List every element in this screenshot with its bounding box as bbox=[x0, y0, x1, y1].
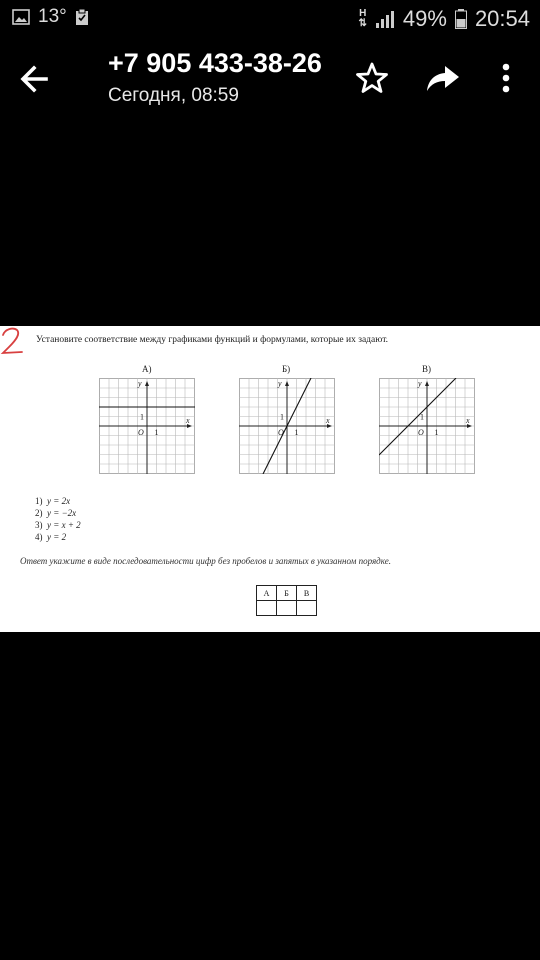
gallery-notification-icon bbox=[12, 9, 30, 25]
handwritten-number-2 bbox=[0, 326, 30, 358]
origin-label: O bbox=[278, 428, 284, 437]
x-tick-label: 1 bbox=[154, 428, 159, 437]
y-tick-label: 1 bbox=[420, 412, 424, 422]
favorite-button[interactable] bbox=[352, 58, 392, 98]
x-axis-label: x bbox=[466, 416, 470, 425]
x-tick-label: 1 bbox=[434, 428, 439, 437]
y-tick-label: 1 bbox=[140, 412, 144, 422]
status-left bbox=[12, 6, 89, 28]
back-button[interactable] bbox=[14, 60, 58, 98]
network-type-indicator bbox=[359, 9, 367, 29]
answer-header-a: А bbox=[257, 586, 277, 601]
attached-image[interactable] bbox=[0, 326, 540, 632]
graph-a-label: А) bbox=[142, 364, 152, 374]
formula-item: 3) y = x + 2 bbox=[35, 520, 81, 530]
more-options-button[interactable] bbox=[488, 58, 524, 98]
app-bar bbox=[0, 38, 540, 118]
formula-list bbox=[35, 495, 81, 543]
overflow-menu-icon bbox=[488, 58, 524, 98]
message-date-subtitle: Сегодня, 08:59 bbox=[108, 85, 239, 106]
graph-b bbox=[239, 378, 335, 474]
y-axis-label: y bbox=[138, 379, 142, 388]
signal-icon bbox=[375, 10, 395, 28]
answer-header-b: Б bbox=[277, 586, 297, 601]
y-tick-label: 1 bbox=[280, 412, 284, 422]
clipboard-notification-icon bbox=[75, 8, 89, 26]
star-icon bbox=[352, 58, 392, 98]
formula-item: 4) y = 2 bbox=[35, 532, 67, 542]
clock: 20:54 bbox=[474, 6, 530, 31]
question-text: Установите соответствие между графиками функций и формулами, которые их задают. bbox=[36, 335, 389, 345]
arrow-back-icon bbox=[14, 60, 58, 98]
graph-c-label: В) bbox=[422, 364, 431, 374]
answer-cell-c bbox=[297, 601, 317, 616]
answer-instruction: Ответ укажите в виде последовательности цифр без пробелов и запятых в указанном порядке. bbox=[20, 556, 391, 566]
answer-cell-b bbox=[277, 601, 297, 616]
answer-header-c: В bbox=[297, 586, 317, 601]
share-forward-icon bbox=[423, 58, 463, 98]
network-type: H bbox=[359, 8, 367, 19]
y-axis-label: y bbox=[418, 379, 422, 388]
battery-percent: 49% bbox=[402, 6, 447, 31]
graph-b-label: Б) bbox=[282, 364, 291, 374]
status-right bbox=[359, 6, 531, 32]
data-arrows-icon: ⇅ bbox=[358, 18, 367, 29]
status-bar bbox=[0, 0, 540, 38]
formula-item: 2) y = −2x bbox=[35, 508, 77, 518]
x-tick-label: 1 bbox=[294, 428, 299, 437]
answer-table bbox=[256, 585, 317, 616]
contact-phone-title: +7 905 433-38-26 bbox=[108, 48, 322, 78]
x-axis-label: x bbox=[186, 416, 190, 425]
answer-cell-a bbox=[257, 601, 277, 616]
origin-label: O bbox=[418, 428, 424, 437]
y-axis-label: y bbox=[278, 379, 282, 388]
temperature: 13° bbox=[38, 6, 67, 27]
forward-button[interactable] bbox=[423, 58, 463, 98]
origin-label: O bbox=[138, 428, 144, 437]
battery-icon bbox=[455, 9, 467, 29]
formula-item: 1) y = 2x bbox=[35, 496, 71, 506]
graph-c bbox=[379, 378, 475, 474]
x-axis-label: x bbox=[326, 416, 330, 425]
graph-a bbox=[99, 378, 195, 474]
